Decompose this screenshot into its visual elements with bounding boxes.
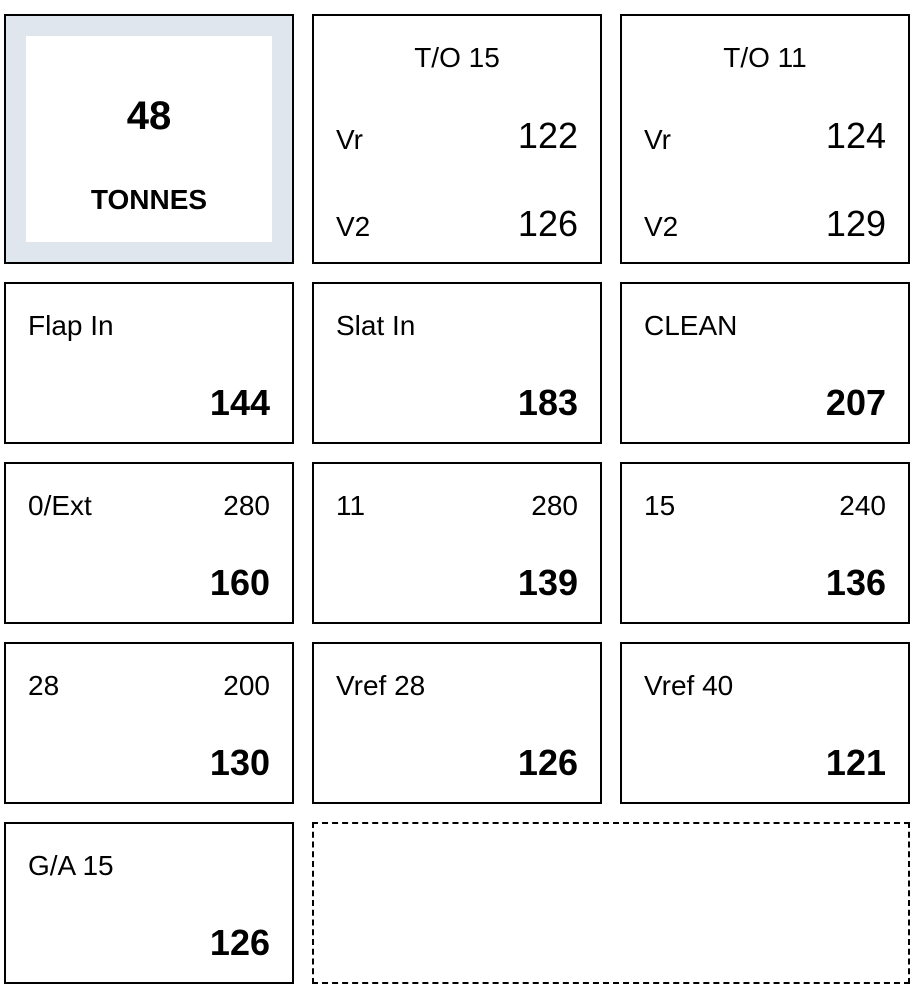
vr-label: Vr — [336, 124, 363, 155]
takeoff-card-15[interactable] — [312, 14, 602, 264]
weight-value: 48 — [126, 94, 172, 138]
v2-label: V2 — [336, 211, 371, 242]
takeoff-title: T/O 11 — [723, 42, 807, 73]
card-speed: 144 — [209, 382, 270, 423]
card-label: Slat In — [336, 310, 416, 341]
speed-card-ga-15[interactable] — [4, 822, 294, 984]
speed-card-28[interactable] — [4, 642, 294, 804]
weight-card[interactable] — [4, 14, 294, 264]
card-label: Flap In — [28, 310, 114, 341]
card-speed: 183 — [517, 382, 578, 423]
card-limit: 280 — [531, 490, 578, 521]
card-label: Vref 28 — [336, 670, 426, 701]
speed-card-clean[interactable] — [620, 282, 910, 444]
card-label: G/A 15 — [28, 850, 114, 881]
weight-display — [26, 36, 272, 242]
card-label: 0/Ext — [28, 490, 92, 521]
v2-value: 129 — [825, 203, 886, 244]
vr-label: Vr — [644, 124, 671, 155]
card-limit: 200 — [223, 670, 270, 701]
card-speed: 130 — [209, 742, 270, 783]
speed-card-11[interactable] — [312, 462, 602, 624]
card-label: Vref 40 — [644, 670, 734, 701]
speed-card-flap-in[interactable] — [4, 282, 294, 444]
speed-card-0-ext[interactable] — [4, 462, 294, 624]
speed-card-vref-40[interactable] — [620, 642, 910, 804]
v2-label: V2 — [644, 211, 679, 242]
takeoff-card-11[interactable] — [620, 14, 910, 264]
card-speed: 207 — [825, 382, 886, 423]
vr-value: 122 — [517, 115, 578, 156]
card-limit: 240 — [839, 490, 886, 521]
speed-card-15[interactable] — [620, 462, 910, 624]
card-speed: 121 — [825, 742, 886, 783]
card-speed: 160 — [209, 562, 270, 603]
empty-slot[interactable] — [312, 822, 910, 984]
card-label: CLEAN — [644, 310, 738, 341]
card-label: 15 — [644, 490, 676, 521]
card-label: 28 — [28, 670, 60, 701]
card-label: 11 — [336, 490, 366, 521]
vr-value: 124 — [825, 115, 886, 156]
card-speed: 136 — [825, 562, 886, 603]
weight-unit: TONNES — [90, 184, 208, 215]
takeoff-title: T/O 15 — [414, 42, 500, 73]
v2-value: 126 — [517, 203, 578, 244]
card-speed: 139 — [517, 562, 578, 603]
card-speed: 126 — [209, 922, 270, 963]
speed-card-slat-in[interactable] — [312, 282, 602, 444]
speed-card-vref-28[interactable] — [312, 642, 602, 804]
card-speed: 126 — [517, 742, 578, 783]
card-limit: 280 — [223, 490, 270, 521]
